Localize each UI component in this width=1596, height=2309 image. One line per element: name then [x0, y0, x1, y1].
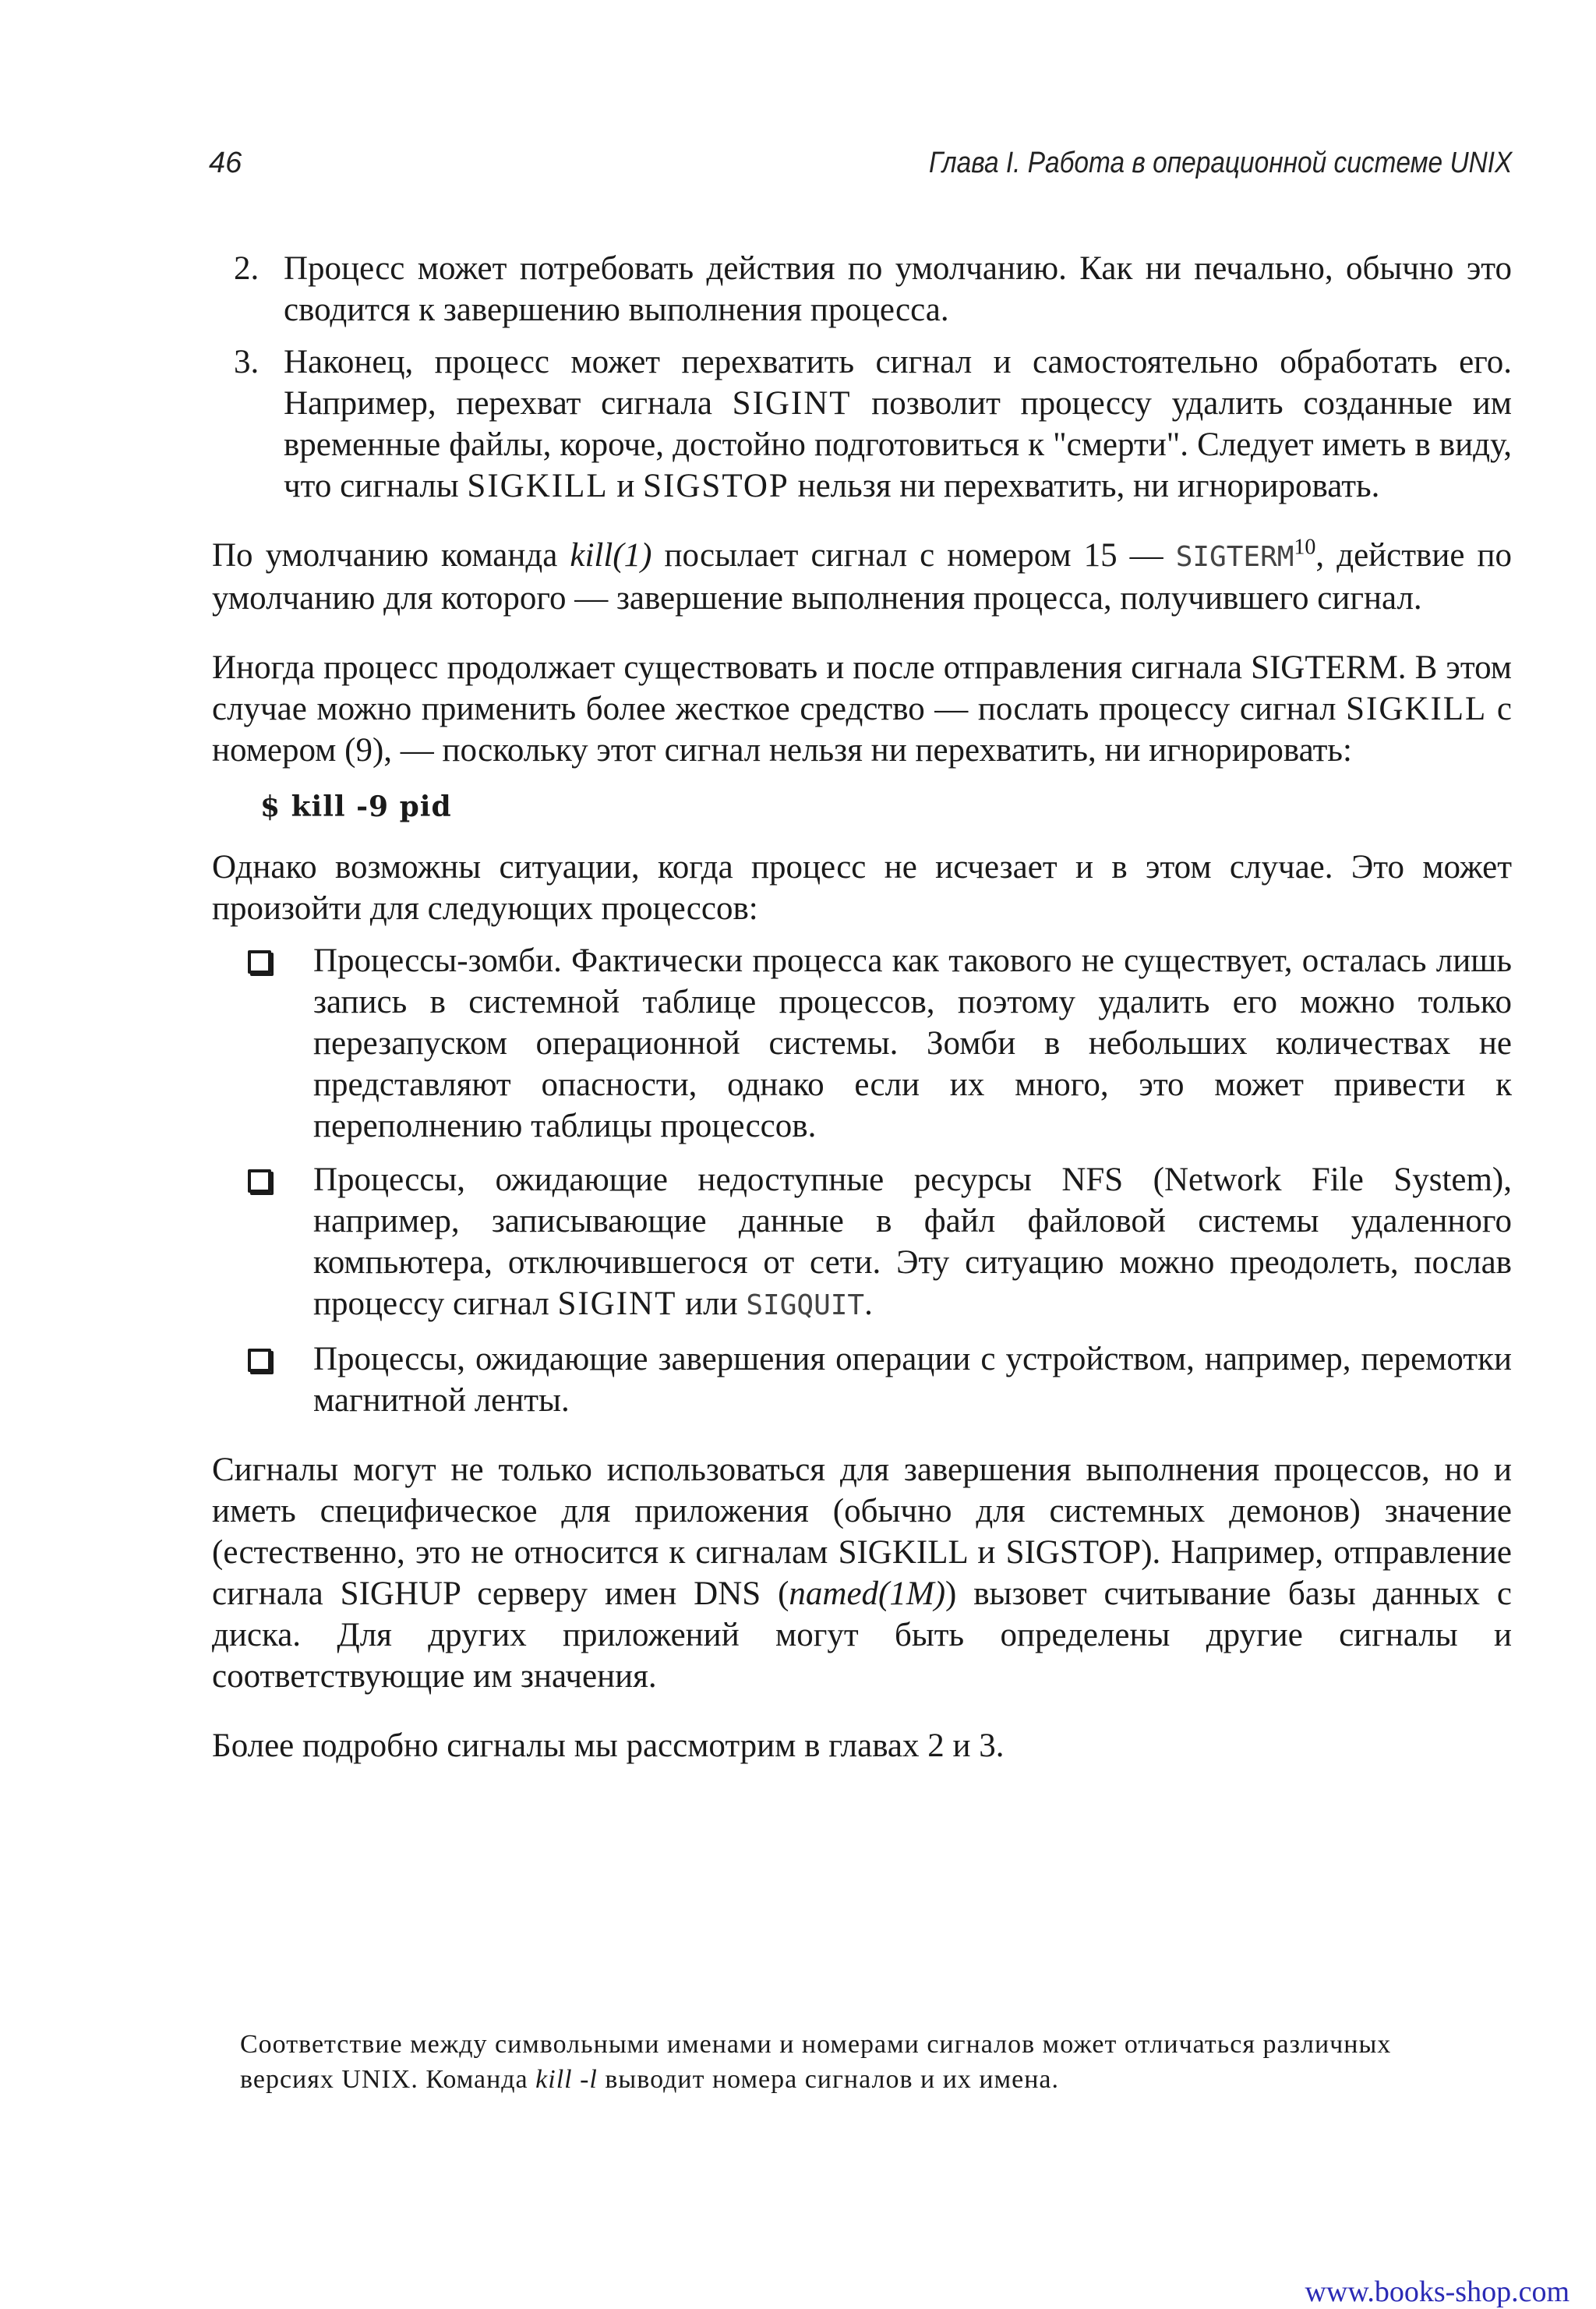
page-body	[212, 248, 1512, 1766]
list-item-text: Наконец, процесс может перехватить сигнал и самостоятельно обработать его. Например, перехват сигнала	[284, 344, 1512, 422]
signal-name: SIGHUP	[340, 1575, 461, 1612]
list-item-text: Процессы, ожидающие завершения операции с устройством, например, перемотки магнитной ленты.	[313, 1341, 1512, 1419]
signal-name: SIGINT	[732, 385, 852, 422]
watermark-link: www.books-shop.com	[1305, 2275, 1570, 2308]
list-item-text: Процесс может потребовать действия по умолчанию. Как ни печально, обычно это сводится к завершению выполнения процесса.	[284, 250, 1512, 328]
text: В этом случае можно применить более жесткое средство — послать процессу сигнал	[212, 649, 1512, 727]
list-item	[212, 341, 1512, 507]
numbered-list	[212, 248, 1512, 507]
list-item	[212, 248, 1512, 331]
list-item-text: Процессы-зомби. Фактически процесса как такового не существует, осталась лишь запись в системной таблице процессов, поэтому удалить его можно только перезапуском операционной системы. Зомби в небольших количествах не представляют опасности, однако если их много, это может привести к переполнению таблицы процессов.	[313, 942, 1512, 1144]
text: ) вызовет считывание базы данных с диска. Для других приложений могут быть определены другие сигналы и соответствующие им значения.	[212, 1575, 1512, 1695]
text: Иногда процесс продолжает существовать и после отправления сигнала	[212, 649, 1252, 686]
footnote	[240, 2027, 1481, 2097]
paragraph: Однако возможны ситуации, когда процесс не исчезает и в этом случае. Это может произойти для следующих процессов:	[212, 849, 1512, 927]
paragraph: Более подробно сигналы мы рассмотрим в главах 2 и 3.	[212, 1727, 1005, 1764]
list-item	[212, 1159, 1512, 1326]
list-item-text: .	[864, 1285, 873, 1322]
command-name: named(1M)	[789, 1575, 946, 1612]
checkbox-bullet-icon	[248, 1349, 271, 1372]
command-name: kill(1)	[570, 537, 652, 574]
footnote-text: выводит номера сигналов и их имена.	[597, 2065, 1060, 2094]
signal-name: SIGTERM	[1175, 541, 1294, 573]
list-item	[212, 940, 1512, 1147]
signal-name: SIGQUIT	[746, 1289, 865, 1321]
command-example: $ kill -9 pid	[260, 790, 452, 823]
text: , действие по умолчанию для которого — завершение выполнения процесса, получившего сигнал.	[212, 537, 1512, 617]
signal-name: SIGINT	[557, 1285, 677, 1322]
checkbox-bullet-icon	[248, 1169, 271, 1193]
list-number: 3.	[234, 344, 260, 380]
list-item-text: нельзя ни перехватить, ни игнорировать.	[789, 468, 1380, 504]
footnote-ref: 10	[1294, 535, 1316, 560]
checkbox-bullet-icon	[248, 950, 271, 974]
text: ). Например, отправление сигнала	[212, 1534, 1513, 1612]
bullet-list	[212, 940, 1512, 1421]
page-number: 46	[209, 147, 242, 179]
paragraph	[212, 535, 1512, 619]
list-item-text: Процессы, ожидающие недоступные ресурсы NFS (Network File System), например, записывающие данные в файл файловой системы удаленного компьютера, отключившегося от сети. Эту ситуацию можно преодолеть, послав процессу сигнал	[313, 1162, 1512, 1322]
signal-name: SIGKILL	[1346, 691, 1488, 727]
text: с номером (9), — поскольку этот сигнал нельзя ни перехватить, ни игнорировать:	[212, 691, 1512, 769]
text: По умолчанию команда	[212, 537, 570, 574]
list-number: 2.	[234, 250, 260, 287]
signal-name: SIGSTOP	[643, 468, 789, 504]
running-head: Глава I. Работа в операционной системе UNIX	[928, 147, 1512, 179]
text: Сигналы могут не только использоваться для завершения выполнения процессов, но и иметь специфическое для приложения (обычно для системных демонов) значение (естественно, это не относится к сигналам	[212, 1452, 1512, 1571]
paragraph	[212, 1449, 1512, 1697]
text: посылает сигнал с номером 15 —	[651, 537, 1176, 574]
list-item-text: или	[676, 1285, 747, 1322]
text: и	[967, 1534, 1006, 1571]
list-item-text: позволит процессу удалить созданные им временные файлы, короче, достойно подготовиться к "смерти". Следует иметь в виду, что сигналы	[284, 385, 1512, 504]
signal-name: SIGTERM.	[1251, 649, 1407, 686]
command-name: kill -l	[535, 2065, 598, 2094]
signal-name: SIGKILL	[467, 468, 609, 504]
list-item-text: и	[608, 468, 644, 504]
signal-name: SIGSTOP	[1005, 1534, 1142, 1571]
signal-name: SIGKILL	[838, 1534, 968, 1571]
text: серверу имен DNS (	[460, 1575, 789, 1612]
footnote-text: Соответствие между символьными именами и номерами сигналов может отличаться различных версиях UNIX. Команда	[240, 2030, 1392, 2094]
list-item	[212, 1338, 1512, 1421]
paragraph	[212, 647, 1512, 771]
